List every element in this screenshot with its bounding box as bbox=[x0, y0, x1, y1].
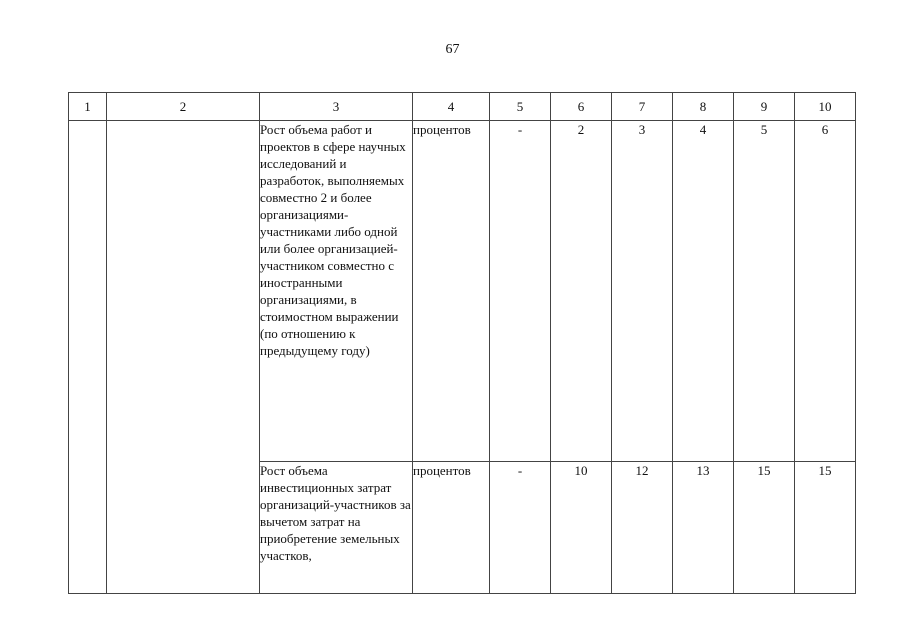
col-header-9: 9 bbox=[734, 93, 795, 121]
col-header-2: 2 bbox=[107, 93, 260, 121]
page-number: 67 bbox=[445, 42, 460, 57]
col-header-6: 6 bbox=[551, 93, 612, 121]
col-header-7: 7 bbox=[612, 93, 673, 121]
header-row bbox=[69, 93, 856, 121]
col-header-10: 10 bbox=[795, 93, 856, 121]
value-col9: 5 bbox=[734, 121, 795, 462]
indicators-table bbox=[68, 92, 856, 594]
indicator-text: Рост объема работ и проектов в сфере научных исследований и разработок, выполняемых совместно 2 и более организациями-участниками либо одной или более организацией-участником совместно с иностранными организациями, в стоимостном выражении (по отношению к предыдущему году) bbox=[260, 121, 413, 462]
base-value: - bbox=[490, 121, 551, 462]
unit-cell: процентов bbox=[413, 121, 490, 462]
value-col10: 6 bbox=[795, 121, 856, 462]
empty-cell-col1 bbox=[69, 121, 107, 594]
value-col9: 15 bbox=[734, 462, 795, 594]
value-col7: 3 bbox=[612, 121, 673, 462]
unit-cell: процентов bbox=[413, 462, 490, 594]
value-col7: 12 bbox=[612, 462, 673, 594]
base-value: - bbox=[490, 462, 551, 594]
empty-cell-col2 bbox=[107, 121, 260, 594]
col-header-3: 3 bbox=[260, 93, 413, 121]
value-col8: 4 bbox=[673, 121, 734, 462]
value-col10: 15 bbox=[795, 462, 856, 594]
indicator-text: Рост объема инвестиционных затрат организаций-участников за вычетом затрат на приобретение земельных участков, bbox=[260, 462, 413, 594]
col-header-5: 5 bbox=[490, 93, 551, 121]
value-col6: 2 bbox=[551, 121, 612, 462]
col-header-8: 8 bbox=[673, 93, 734, 121]
table-row bbox=[69, 121, 856, 462]
col-header-4: 4 bbox=[413, 93, 490, 121]
col-header-1: 1 bbox=[69, 93, 107, 121]
value-col6: 10 bbox=[551, 462, 612, 594]
value-col8: 13 bbox=[673, 462, 734, 594]
